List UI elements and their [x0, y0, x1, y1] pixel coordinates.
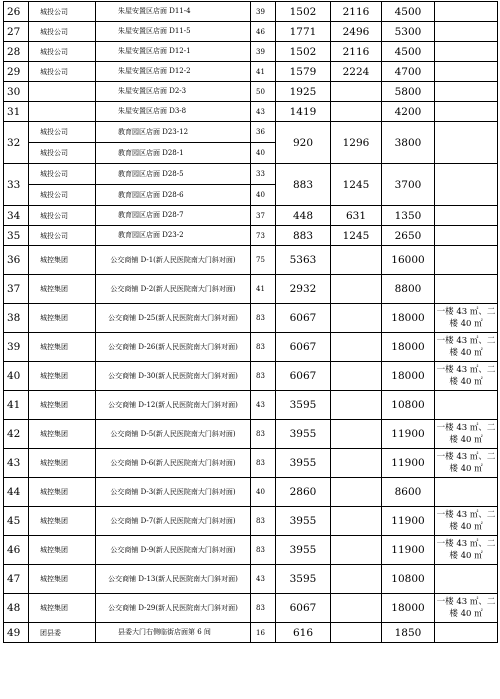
- property-name-cell: 教育园区店面 D28-6: [96, 185, 251, 206]
- price-cell-2: [331, 507, 382, 536]
- price-cell-1: 1419: [276, 102, 331, 122]
- area-cell: 50: [251, 82, 276, 102]
- price-cell-1: 1502: [276, 2, 331, 22]
- price-cell-2: [331, 478, 382, 507]
- price-cell-3: 1850: [382, 623, 435, 643]
- property-name-cell: 朱屋安置区店面 D3-8: [96, 102, 251, 122]
- property-name-cell: 教育园区店面 D28-5: [96, 164, 251, 185]
- row-number: 37: [4, 275, 29, 304]
- area-cell: 83: [251, 449, 276, 478]
- area-cell: 40: [251, 478, 276, 507]
- price-cell-1: 6067: [276, 333, 331, 362]
- price-cell-1: 2932: [276, 275, 331, 304]
- row-number: 33: [4, 164, 29, 206]
- price-cell-2: 2224: [331, 62, 382, 82]
- note-cell: [435, 565, 498, 594]
- note-cell: [435, 2, 498, 22]
- row-number: 43: [4, 449, 29, 478]
- table-row: [4, 122, 498, 143]
- price-cell-1: 6067: [276, 594, 331, 623]
- price-cell-2: [331, 362, 382, 391]
- price-cell-3: 8800: [382, 275, 435, 304]
- price-cell-2: 1245: [331, 164, 382, 206]
- price-cell-3: 3700: [382, 164, 435, 206]
- unit-cell: 城投公司: [29, 22, 96, 42]
- row-number: 34: [4, 206, 29, 226]
- price-cell-1: 883: [276, 226, 331, 246]
- unit-cell: 城控集团: [29, 420, 96, 449]
- price-cell-2: 631: [331, 206, 382, 226]
- row-number: 36: [4, 246, 29, 275]
- price-cell-3: 4500: [382, 2, 435, 22]
- note-cell: 一楼 43 ㎡、二楼 40 ㎡: [435, 536, 498, 565]
- area-cell: 40: [251, 185, 276, 206]
- price-cell-3: 10800: [382, 565, 435, 594]
- price-cell-3: 8600: [382, 478, 435, 507]
- price-cell-1: 3955: [276, 420, 331, 449]
- row-number: 35: [4, 226, 29, 246]
- unit-cell: 城控集团: [29, 275, 96, 304]
- price-cell-2: [331, 391, 382, 420]
- price-cell-1: 2860: [276, 478, 331, 507]
- unit-cell: 城控集团: [29, 246, 96, 275]
- unit-cell: 城控集团: [29, 362, 96, 391]
- row-number: 49: [4, 623, 29, 643]
- price-cell-3: 18000: [382, 594, 435, 623]
- unit-cell: 城投公司: [29, 2, 96, 22]
- unit-cell: 城投公司: [29, 122, 96, 143]
- price-cell-1: 920: [276, 122, 331, 164]
- table-row: [4, 22, 498, 42]
- price-cell-3: 11900: [382, 507, 435, 536]
- price-cell-3: 18000: [382, 333, 435, 362]
- table-row: [4, 420, 498, 449]
- price-cell-2: [331, 246, 382, 275]
- note-cell: [435, 164, 498, 206]
- unit-cell: 城投公司: [29, 62, 96, 82]
- row-number: 31: [4, 102, 29, 122]
- property-name-cell: 教育园区店面 D28-1: [96, 143, 251, 164]
- property-name-cell: 教育园区店面 D28-7: [96, 206, 251, 226]
- price-cell-2: [331, 275, 382, 304]
- note-cell: [435, 22, 498, 42]
- table-row: [4, 206, 498, 226]
- area-cell: 33: [251, 164, 276, 185]
- price-cell-3: 4700: [382, 62, 435, 82]
- price-cell-2: [331, 102, 382, 122]
- price-cell-1: 3955: [276, 536, 331, 565]
- property-name-cell: 公交商铺 D-30(新人民医院南大门斜对面): [96, 362, 251, 391]
- row-number: 47: [4, 565, 29, 594]
- area-cell: 83: [251, 420, 276, 449]
- row-number: 41: [4, 391, 29, 420]
- table-row: [4, 164, 498, 185]
- price-cell-1: 448: [276, 206, 331, 226]
- property-name-cell: 公交商铺 D-6(新人民医院南大门斜对面): [96, 449, 251, 478]
- note-cell: 一楼 43 ㎡、二楼 40 ㎡: [435, 304, 498, 333]
- unit-cell: 城投公司: [29, 206, 96, 226]
- table-row: [4, 391, 498, 420]
- table-row: [4, 82, 498, 102]
- property-name-cell: 公交商铺 D-13(新人民医院南大门斜对面): [96, 565, 251, 594]
- table-row: [4, 102, 498, 122]
- row-number: 30: [4, 82, 29, 102]
- property-name-cell: 朱屋安置区店面 D12-1: [96, 42, 251, 62]
- unit-cell: 城投公司: [29, 42, 96, 62]
- price-cell-3: 16000: [382, 246, 435, 275]
- area-cell: 43: [251, 565, 276, 594]
- table-row: [4, 362, 498, 391]
- price-cell-3: 5800: [382, 82, 435, 102]
- property-name-cell: 朱屋安置区店面 D12-2: [96, 62, 251, 82]
- row-number: 48: [4, 594, 29, 623]
- property-name-cell: 公交商铺 D-7(新人民医院南大门斜对面): [96, 507, 251, 536]
- price-cell-2: [331, 536, 382, 565]
- area-cell: 83: [251, 304, 276, 333]
- price-cell-2: [331, 82, 382, 102]
- property-name-cell: 公交商铺 D-29(新人民医院南大门斜对面): [96, 594, 251, 623]
- price-cell-1: 883: [276, 164, 331, 206]
- price-cell-3: 2650: [382, 226, 435, 246]
- unit-cell: 团县委: [29, 623, 96, 643]
- property-name-cell: 公交商铺 D-1(新人民医院南大门斜对面): [96, 246, 251, 275]
- price-cell-2: 2496: [331, 22, 382, 42]
- row-number: 39: [4, 333, 29, 362]
- unit-cell: [29, 102, 96, 122]
- price-cell-1: 1771: [276, 22, 331, 42]
- price-cell-2: 1296: [331, 122, 382, 164]
- price-cell-3: 3800: [382, 122, 435, 164]
- price-cell-3: 18000: [382, 362, 435, 391]
- price-cell-1: 616: [276, 623, 331, 643]
- price-cell-1: 1502: [276, 42, 331, 62]
- price-cell-2: 2116: [331, 2, 382, 22]
- property-name-cell: 公交商铺 D-26(新人民医院南大门斜对面): [96, 333, 251, 362]
- table-row: [4, 2, 498, 22]
- note-cell: [435, 478, 498, 507]
- price-cell-2: [331, 565, 382, 594]
- unit-cell: 城控集团: [29, 449, 96, 478]
- price-cell-1: 3955: [276, 449, 331, 478]
- price-cell-3: 11900: [382, 449, 435, 478]
- price-cell-3: 1350: [382, 206, 435, 226]
- area-cell: 41: [251, 62, 276, 82]
- table-row: [4, 507, 498, 536]
- note-cell: [435, 42, 498, 62]
- row-number: 46: [4, 536, 29, 565]
- unit-cell: 城控集团: [29, 536, 96, 565]
- property-name-cell: 公交商铺 D-3(新人民医院南大门斜对面): [96, 478, 251, 507]
- property-name-cell: 公交商铺 D-25(新人民医院南大门斜对面): [96, 304, 251, 333]
- unit-cell: 城控集团: [29, 304, 96, 333]
- price-cell-3: 10800: [382, 391, 435, 420]
- price-cell-3: 4500: [382, 42, 435, 62]
- unit-cell: 城控集团: [29, 391, 96, 420]
- area-cell: 75: [251, 246, 276, 275]
- price-cell-1: 6067: [276, 362, 331, 391]
- area-cell: 39: [251, 42, 276, 62]
- table-row: [4, 333, 498, 362]
- price-cell-1: 3595: [276, 565, 331, 594]
- price-cell-1: 1579: [276, 62, 331, 82]
- area-cell: 41: [251, 275, 276, 304]
- area-cell: 40: [251, 143, 276, 164]
- price-cell-3: 11900: [382, 420, 435, 449]
- price-cell-3: 11900: [382, 536, 435, 565]
- table-row: [4, 594, 498, 623]
- area-cell: 83: [251, 507, 276, 536]
- note-cell: [435, 275, 498, 304]
- table-row: [4, 536, 498, 565]
- property-name-cell: 朱屋安置区店面 D11-5: [96, 22, 251, 42]
- row-number: 40: [4, 362, 29, 391]
- row-number: 44: [4, 478, 29, 507]
- price-cell-1: 3955: [276, 507, 331, 536]
- property-name-cell: 公交商铺 D-2(新人民医院南大门斜对面): [96, 275, 251, 304]
- note-cell: [435, 391, 498, 420]
- price-cell-2: 2116: [331, 42, 382, 62]
- property-name-cell: 教育园区店面 D23-12: [96, 122, 251, 143]
- unit-cell: 城控集团: [29, 565, 96, 594]
- row-number: 38: [4, 304, 29, 333]
- table-row: [4, 246, 498, 275]
- table-row: [4, 565, 498, 594]
- table-row: [4, 449, 498, 478]
- note-cell: 一楼 43 ㎡、二楼 40 ㎡: [435, 449, 498, 478]
- property-table: [3, 1, 498, 643]
- note-cell: 一楼 43 ㎡、二楼 40 ㎡: [435, 594, 498, 623]
- price-cell-3: 18000: [382, 304, 435, 333]
- unit-cell: 城投公司: [29, 164, 96, 185]
- unit-cell: 城控集团: [29, 507, 96, 536]
- price-cell-2: [331, 449, 382, 478]
- property-name-cell: 朱屋安置区店面 D11-4: [96, 2, 251, 22]
- note-cell: [435, 246, 498, 275]
- price-cell-2: [331, 594, 382, 623]
- price-cell-1: 1925: [276, 82, 331, 102]
- unit-cell: [29, 82, 96, 102]
- unit-cell: 城投公司: [29, 226, 96, 246]
- property-name-cell: 县委大门右侧临街店面第 6 间: [96, 623, 251, 643]
- price-cell-1: 3595: [276, 391, 331, 420]
- table-row: [4, 275, 498, 304]
- note-cell: [435, 82, 498, 102]
- price-cell-2: 1245: [331, 226, 382, 246]
- note-cell: 一楼 43 ㎡、二楼 40 ㎡: [435, 507, 498, 536]
- note-cell: [435, 122, 498, 164]
- table-row: [4, 62, 498, 82]
- area-cell: 83: [251, 536, 276, 565]
- property-name-cell: 公交商铺 D-5(新人民医院南大门斜对面): [96, 420, 251, 449]
- unit-cell: 城投公司: [29, 143, 96, 164]
- area-cell: 43: [251, 391, 276, 420]
- note-cell: [435, 62, 498, 82]
- area-cell: 16: [251, 623, 276, 643]
- area-cell: 36: [251, 122, 276, 143]
- table-row: [4, 226, 498, 246]
- price-cell-2: [331, 420, 382, 449]
- note-cell: [435, 206, 498, 226]
- price-cell-1: 6067: [276, 304, 331, 333]
- area-cell: 73: [251, 226, 276, 246]
- unit-cell: 城控集团: [29, 594, 96, 623]
- note-cell: 一楼 43 ㎡、二楼 40 ㎡: [435, 362, 498, 391]
- price-cell-3: 4200: [382, 102, 435, 122]
- table-row: [4, 623, 498, 643]
- property-name-cell: 教育园区店面 D23-2: [96, 226, 251, 246]
- property-name-cell: 朱屋安置区店面 D2-3: [96, 82, 251, 102]
- area-cell: 83: [251, 594, 276, 623]
- note-cell: [435, 102, 498, 122]
- price-cell-2: [331, 333, 382, 362]
- price-cell-2: [331, 623, 382, 643]
- area-cell: 46: [251, 22, 276, 42]
- unit-cell: 城投公司: [29, 185, 96, 206]
- property-name-cell: 公交商铺 D-9(新人民医院南大门斜对面): [96, 536, 251, 565]
- area-cell: 43: [251, 102, 276, 122]
- price-cell-2: [331, 304, 382, 333]
- unit-cell: 城控集团: [29, 333, 96, 362]
- table-row: [4, 478, 498, 507]
- row-number: 28: [4, 42, 29, 62]
- area-cell: 39: [251, 2, 276, 22]
- area-cell: 83: [251, 362, 276, 391]
- property-name-cell: 公交商铺 D-12(新人民医院南大门斜对面): [96, 391, 251, 420]
- row-number: 32: [4, 122, 29, 164]
- row-number: 26: [4, 2, 29, 22]
- note-cell: [435, 226, 498, 246]
- price-cell-1: 5363: [276, 246, 331, 275]
- note-cell: [435, 623, 498, 643]
- table-row: [4, 304, 498, 333]
- note-cell: 一楼 43 ㎡、二楼 40 ㎡: [435, 420, 498, 449]
- area-cell: 83: [251, 333, 276, 362]
- row-number: 45: [4, 507, 29, 536]
- row-number: 27: [4, 22, 29, 42]
- row-number: 42: [4, 420, 29, 449]
- note-cell: 一楼 43 ㎡、二楼 40 ㎡: [435, 333, 498, 362]
- table-row: [4, 42, 498, 62]
- row-number: 29: [4, 62, 29, 82]
- area-cell: 37: [251, 206, 276, 226]
- price-cell-3: 5300: [382, 22, 435, 42]
- unit-cell: 城控集团: [29, 478, 96, 507]
